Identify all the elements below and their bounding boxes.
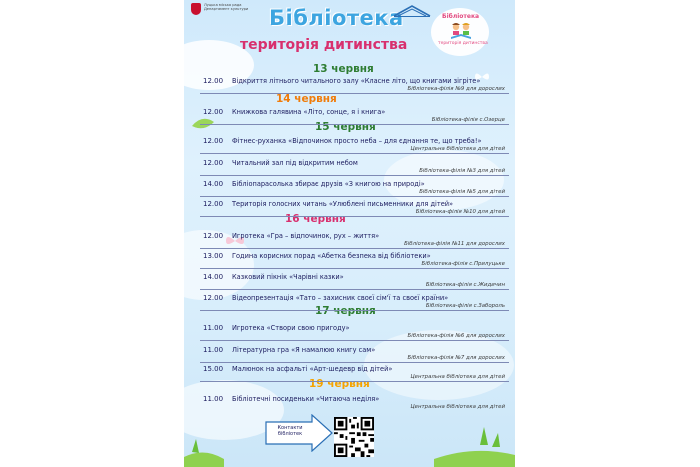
divider (200, 381, 509, 382)
grass-decoration (184, 407, 515, 467)
event-time: 11.00 (203, 324, 224, 332)
day-label: 19 червня (309, 378, 370, 390)
divider (200, 93, 509, 94)
day-label: 16 червня (285, 213, 346, 225)
divider (200, 196, 509, 197)
day-label: 13 червня (313, 63, 374, 75)
divider (200, 310, 509, 311)
day-label: 17 червня (315, 305, 376, 317)
event-row (184, 137, 515, 155)
event-time: 14.00 (203, 180, 224, 188)
event-location: Центральна бібліотека для дітей (410, 146, 505, 152)
event-row (184, 252, 515, 270)
event-row (184, 77, 515, 95)
event-location: Бібліотека-філія №3 для дітей (419, 168, 505, 174)
event-location: Бібліотека-філія с.Прилуцьке (421, 261, 505, 267)
event-row (184, 346, 515, 364)
event-time: 12.00 (203, 137, 224, 145)
divider (200, 248, 509, 249)
event-location: Бібліотека-філія с.Жидичин (425, 282, 505, 288)
event-row (184, 159, 515, 177)
event-row (184, 365, 515, 383)
event-row (184, 294, 515, 312)
event-location: Бібліотека-філія №5 для дітей (419, 189, 505, 195)
event-time: 15.00 (203, 365, 224, 373)
divider (200, 153, 509, 154)
event-title: Відеопрезентація «Тато – захисник своєї сім'ї та своєї країни» (232, 294, 449, 302)
day-heading (313, 63, 374, 75)
divider (200, 216, 509, 217)
event-title: Игротека «Гра – відпочинок, рух – життя» (232, 232, 380, 240)
page-subtitle: територія дитинства (240, 37, 408, 53)
event-time: 14.00 (203, 273, 224, 281)
divider (200, 362, 509, 363)
event-title: Бібліопарасолька збирає друзів «З книгою на природі» (232, 180, 425, 188)
event-time: 11.00 (203, 395, 224, 403)
event-row (184, 200, 515, 218)
event-title: Малюнок на асфальті «Арт-шедевр від дітей» (232, 365, 393, 373)
event-location: Центральна бібліотека для дітей (410, 404, 505, 410)
event-location: Бібліотека-філія с.Озерце (431, 117, 505, 123)
event-location: Бібліотека-філія №11 для дорослих (404, 241, 505, 247)
event-time: 12.00 (203, 108, 224, 116)
page-title: Бібліотека (269, 6, 404, 30)
event-title: Читальний зал під відкритим небом (232, 159, 358, 167)
library-logo-icon (392, 4, 432, 18)
event-location: Бібліотека-філія №7 для дорослих (407, 355, 505, 361)
event-title: Година корисних порад «Абетка безпека від бібліотеки» (232, 252, 431, 260)
event-row (184, 180, 515, 198)
event-time: 11.00 (203, 346, 224, 354)
day-label: 15 червня (315, 121, 376, 133)
event-title: Книжкова галявина «Літо, сонце, я і книга» (232, 108, 386, 116)
divider (200, 175, 509, 176)
event-row (184, 324, 515, 342)
event-time: 13.00 (203, 252, 224, 260)
kids-reading-icon (446, 21, 476, 41)
event-time: 12.00 (203, 232, 224, 240)
event-title: Казковий пікнік «Чарівні казки» (232, 273, 344, 281)
city-council-logo (191, 3, 201, 15)
event-row (184, 232, 515, 250)
day-label: 14 червня (276, 93, 337, 105)
event-title: Игротека «Створи свою пригоду» (232, 324, 350, 332)
divider (200, 289, 509, 290)
divider (200, 340, 509, 341)
event-location: Бібліотека-філія №10 для дітей (415, 209, 505, 215)
event-title: Відкриття літнього читального залу «Класне літо, що книгами зігріте» (232, 77, 481, 85)
event-title: Територія голосних читань «Улюблені письменники для дітей» (232, 200, 454, 208)
event-row (184, 108, 515, 126)
event-time: 12.00 (203, 159, 224, 167)
event-time: 12.00 (203, 77, 224, 85)
contacts-label: Контакти бібліотек (277, 425, 303, 437)
badge-subtitle: територія дитинства (438, 41, 488, 46)
city-council-logo-text: Луцька міська рада Департамент культури (204, 3, 249, 11)
event-time: 12.00 (203, 294, 224, 302)
badge-title: Бібліотека (442, 13, 480, 20)
divider (200, 124, 509, 125)
event-location: Бібліотека-філія №6 для дорослих (407, 333, 505, 339)
event-location: Центральна бібліотека для дітей (410, 374, 505, 380)
event-title: Бібліотечні посиденьки «Читаюча неділя» (232, 395, 380, 403)
divider (200, 268, 509, 269)
event-time: 12.00 (203, 200, 224, 208)
event-location: Бібліотека-філія №9 для дорослих (407, 86, 505, 92)
event-location: Бібліотека-філія с.Забороль (425, 303, 505, 309)
event-row (184, 273, 515, 291)
event-title: Літературна гра «Я намалюю книгу сам» (232, 346, 376, 354)
event-poster (184, 0, 515, 467)
event-title: Фітнес-руханка «Відпочинок просто неба – для єднання те, що треба!» (232, 137, 482, 145)
